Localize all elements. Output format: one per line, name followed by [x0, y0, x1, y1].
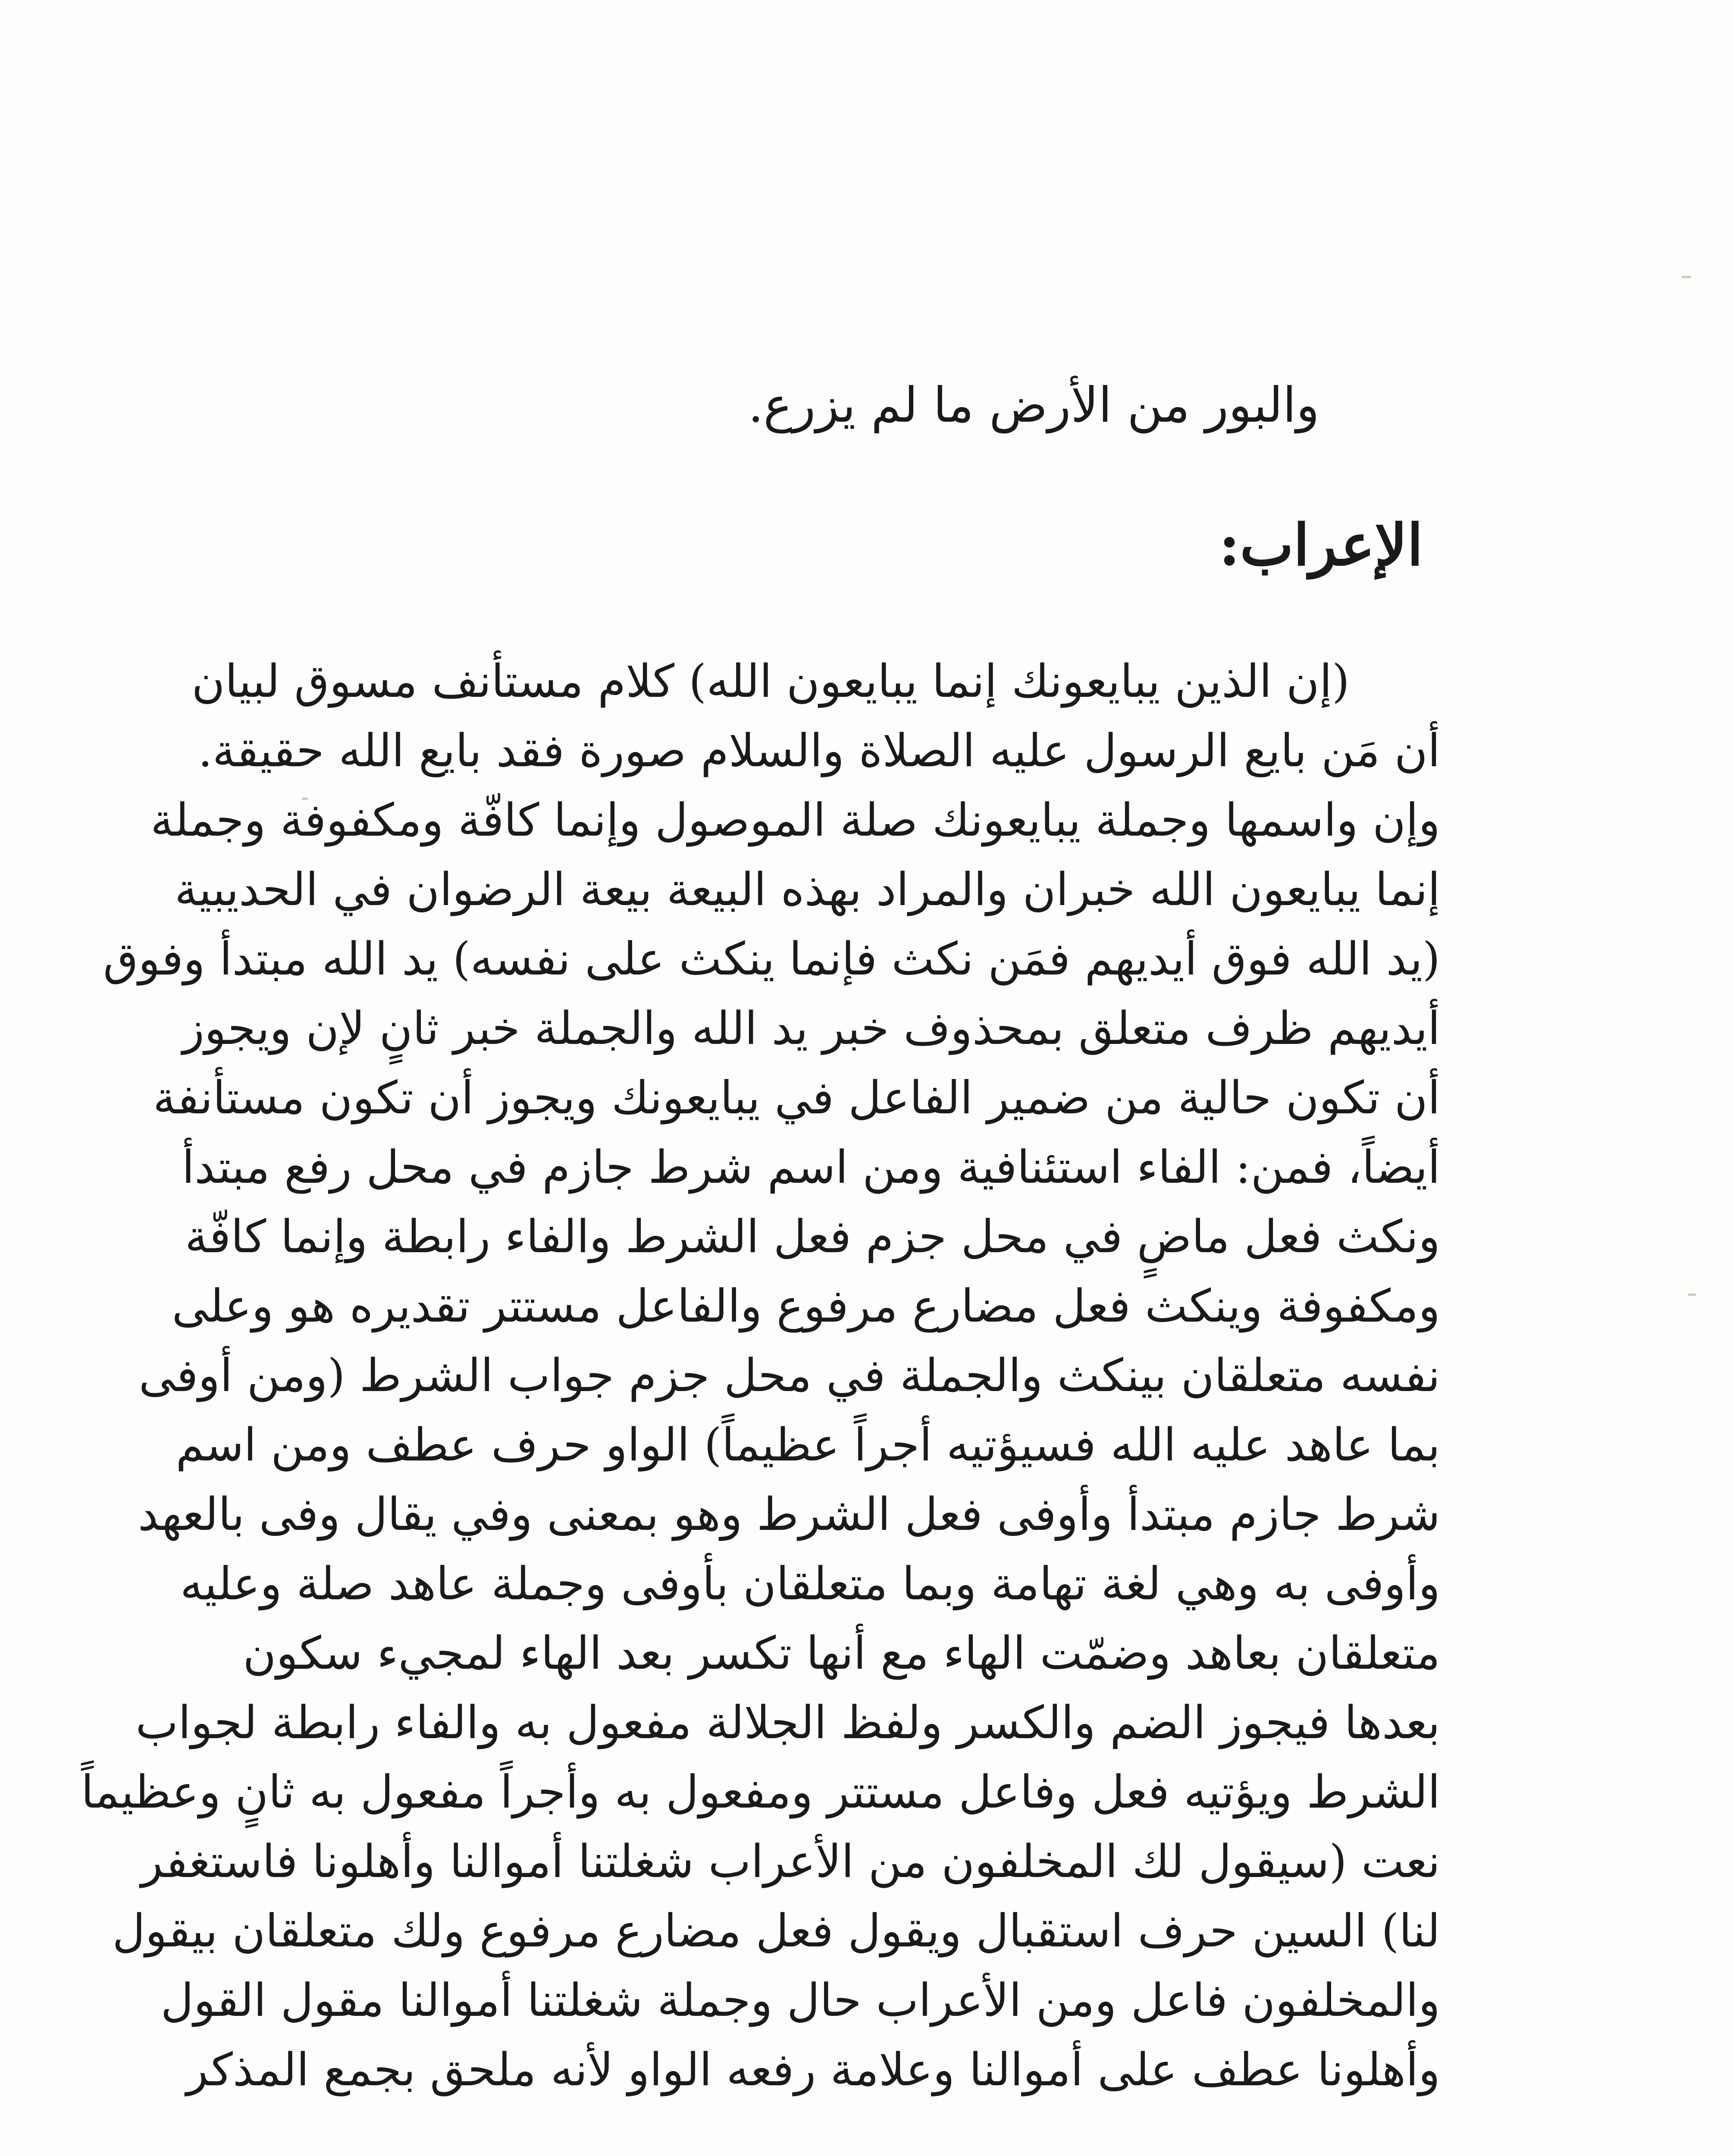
intro-line: والبور من الأرض ما لم يزرع. [748, 377, 1319, 433]
scan-speck [1688, 1294, 1696, 1296]
body-line: شرط جازم مبتدأ وأوفى فعل الشرط وهو بمعنى وفي يقال وفى بالعهد [138, 1488, 1440, 1541]
body-line: أيضاً، فمن: الفاء استئنافية ومن اسم شرط جازم في محل رفع مبتدأ [182, 1141, 1440, 1194]
body-line: نفسه متعلقان بينكث والجملة في محل جزم جواب الشرط (ومن أوفى [138, 1349, 1440, 1402]
body-line: أن مَن بايع الرسول عليه الصلاة والسلام صورة فقد بايع الله حقيقة. [198, 724, 1440, 777]
body-line: الشرط ويؤتيه فعل وفاعل مستتر ومفعول به وأجراً مفعول به ثانٍ وعظيماً [81, 1766, 1440, 1818]
section-heading: الإعراب: [1219, 512, 1423, 579]
body-line: وإن واسمها وجملة يبايعونك صلة الموصول وإنما كافّة ومكفوفة وجملة [150, 794, 1440, 846]
body-line: نعت (سيقول لك المخلفون من الأعراب شغلتنا أموالنا وأهلونا فاستغفر [141, 1835, 1440, 1888]
body-line: ونكث فعل ماضٍ في محل جزم فعل الشرط والفاء رابطة وإنما كافّة [185, 1210, 1440, 1263]
body-line: إنما يبايعون الله خبران والمراد بهذه البيعة بيعة الرضوان في الحديبية [175, 863, 1440, 916]
scan-speck [1682, 276, 1691, 278]
body-line: بعدها فيجوز الضم والكسر ولفظ الجلالة مفعول به والفاء رابطة لجواب [135, 1696, 1440, 1749]
body-line: وأهلونا عطف على أموالنا وعلامة رفعه الواو لأنه ملحق بجمع المذكر [186, 2043, 1440, 2096]
body-line: أن تكون حالية من ضمير الفاعل في يبايعونك ويجوز أن تكون مستأنفة [153, 1072, 1440, 1124]
body-line: وأوفى به وهي لغة تهامة وبما متعلقان بأوفى وجملة عاهد صلة وعليه [180, 1557, 1440, 1610]
body-text [81, 647, 1440, 2105]
body-line: والمخلفون فاعل ومن الأعراب حال وجملة شغلتنا أموالنا مقول القول [160, 1974, 1440, 2027]
body-line: (يد الله فوق أيديهم فمَن نكث فإنما ينكث على نفسه) يد الله مبتدأ وفوق [103, 933, 1440, 985]
body-line: (إن الذين يبايعونك إنما يبايعون الله) كلام مستأنف مسوق لبيان [191, 655, 1350, 708]
body-line: لنا) السين حرف استقبال ويقول فعل مضارع مرفوع ولك متعلقان بيقول [112, 1905, 1440, 1957]
body-line: بما عاهد عليه الله فسيؤتيه أجراً عظيماً) الواو حرف عطف ومن اسم [175, 1419, 1440, 1471]
body-line: أيديهم ظرف متعلق بمحذوف خبر يد الله والجملة خبر ثانٍ لإن ويجوز [182, 1002, 1440, 1055]
body-line: متعلقان بعاهد وضمّت الهاء مع أنها تكسر بعد الهاء لمجيء سكون [243, 1627, 1440, 1680]
body-line: ومكفوفة وينكث فعل مضارع مرفوع والفاعل مستتر تقديره هو وعلى [172, 1280, 1440, 1332]
